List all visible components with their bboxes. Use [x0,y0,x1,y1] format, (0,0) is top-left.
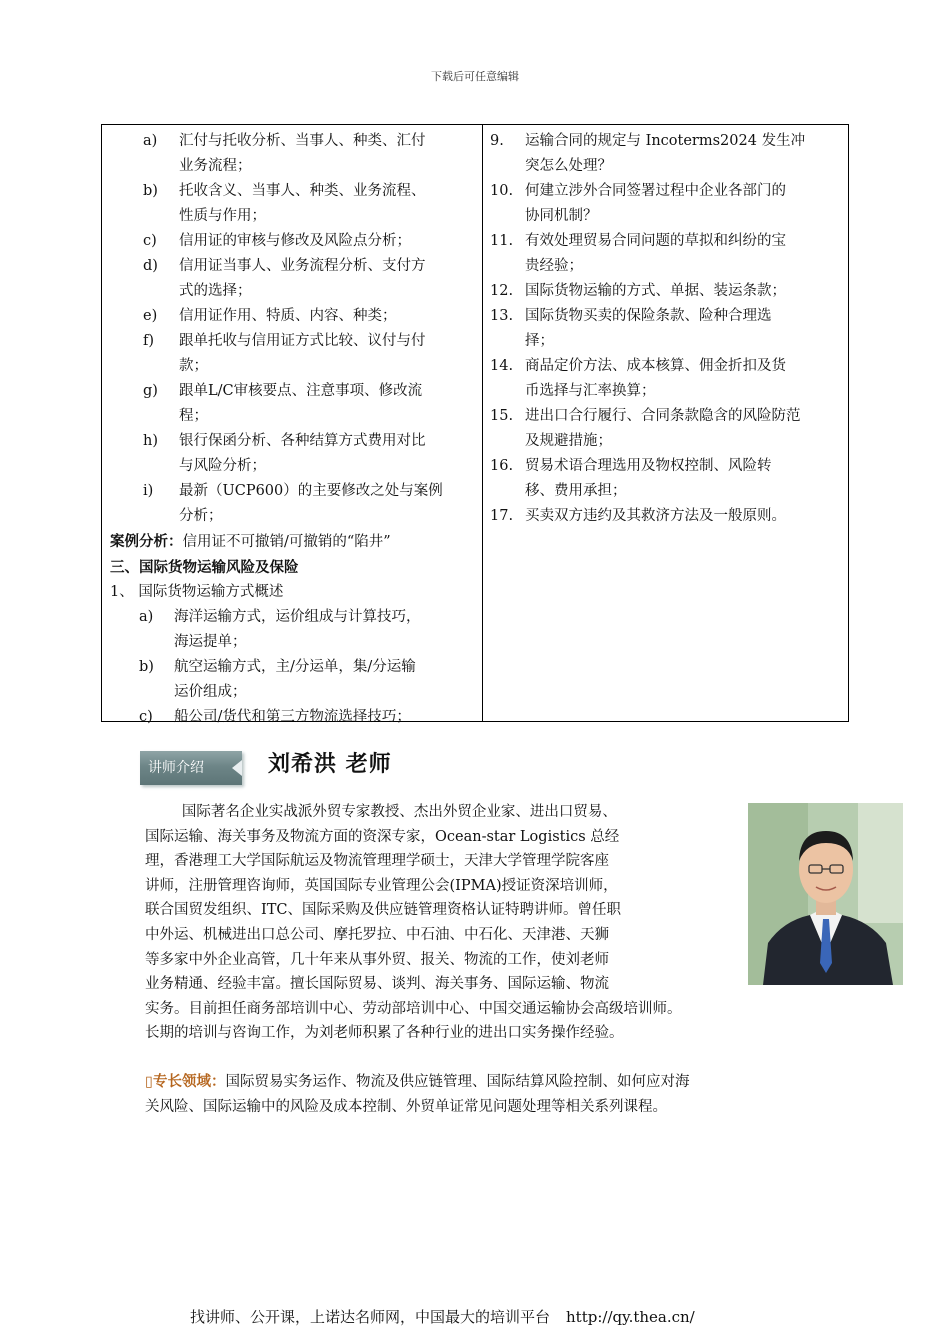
item-text-line: 跟单L/C审核要点、注意事项、修改流 [179,383,423,399]
contract-topic-item [490,179,844,229]
contract-topic-item [490,304,844,354]
item-marker: 17. [490,508,514,524]
instructor-intro-badge [140,751,242,785]
item-text-line: 协同机制？ [525,208,598,224]
item-text-line: 进出口合行履行、合同条款隐含的风险防范 [525,408,801,424]
item-marker: a) [139,609,154,625]
item-text-line: 信用证作用、特质、内容、种类； [179,308,397,324]
item-text-line: 运输合同的规定与 Incoterms2024 发生冲 [525,133,806,149]
item-text-line: 分析； [179,508,223,524]
payment-topic-item [110,179,478,229]
item-marker: 12. [490,283,514,299]
item-marker: 15. [490,408,514,424]
item-marker: d) [143,258,158,274]
item-marker: 13. [490,308,514,324]
item-marker: 16. [490,458,514,474]
item-text-line: 及规避措施； [525,433,612,449]
item-text-line: 式的选择； [179,283,252,299]
item-marker: i) [143,483,154,499]
header-note: 下载后可任意编辑 [431,70,519,83]
section-heading: 三、国际货物运输风险及保险 [110,559,299,576]
item-text-line: 托收含义、当事人、种类、业务流程、 [179,183,426,199]
item-text-line: 汇付与托收分析、当事人、种类、汇付 [179,133,426,149]
item-text-line: 与风险分析； [179,458,266,474]
outline-right-column [490,129,844,529]
bio-line: 等多家中外企业高管，几十年来从事外贸、报关、物流的工作，使刘老师 [145,951,609,968]
contract-topic-item [490,504,844,529]
teacher-photo [748,803,903,985]
item-text-line: 择； [525,333,554,349]
case-analysis-label: 案例分析： [110,533,183,550]
transport-topic-item [110,655,478,705]
contract-topic-item [490,129,844,179]
teacher-portrait-icon [748,803,903,985]
item-text-line: 海运提单； [174,634,247,650]
payment-topic-item [110,429,478,479]
contract-topic-item [490,279,844,304]
item-text-line: 航空运输方式，主/分运单，集/分运输 [174,659,416,675]
item-marker: g) [143,383,158,399]
payment-topic-item [110,129,478,179]
item-text-line: 信用证的审核与修改及风险点分析； [179,233,411,249]
item-text-line: 有效处理贸易合同问题的草拟和纠纷的宝 [525,233,786,249]
footer-text: 找讲师、公开课，上诺达名师网，中国最大的培训平台 [190,1308,551,1326]
item-text-line: 移、费用承担； [525,483,627,499]
bio-line: 联合国贸发组织、ITC、国际采购及供应链管理资格认证特聘讲师。曾任职 [145,902,621,919]
item-text-line: 款； [179,358,208,374]
transport-topic-item [110,605,478,655]
course-outline-table [101,124,849,725]
contract-topic-item [490,454,844,504]
item-marker: c) [143,233,157,249]
payment-topic-item [110,304,478,329]
case-analysis-text: 信用证不可撤销/可撤销的“陷井” [182,534,391,550]
item-marker: b) [143,183,158,199]
specialty-section [145,1070,689,1119]
item-text-line: 何建立涉外合同签署过程中企业各部门的 [525,183,786,199]
bio-line: 实务。目前担任商务部培训中心、劳动部培训中心、中国交通运输协会高级培训师。 [145,1000,682,1017]
instructor-intro-label: 讲师介绍 [148,760,204,776]
specialty-text-line2: 关风险、国际运输中的风险及成本控制、外贸单证常见问题处理等相关系列课程。 [145,1098,667,1115]
payment-topic-item [110,479,478,529]
column-divider [482,125,483,721]
item-text-line: 贵经验； [525,258,583,274]
item-text-line: 性质与作用； [179,208,266,224]
item-marker: 11. [490,233,514,249]
item-marker: c) [139,709,153,725]
item-text-line: 最新（UCP600）的主要修改之处与案例 [179,483,443,499]
item-text-line: 业务流程； [179,158,252,174]
contract-topic-item [490,229,844,279]
contract-topic-item [490,404,844,454]
item-text-line: 海洋运输方式，运价组成与计算技巧， [174,609,421,625]
item-marker: 14. [490,358,514,374]
specialty-label: ▯专长领域： [145,1073,226,1090]
case-analysis-line [110,529,478,555]
item-marker: h) [143,433,158,449]
bio-line: 理，香港理工大学国际航运及物流管理理学硕士，天津大学管理学院客座 [145,853,609,870]
bio-line: 中外运、机械进出口总公司、摩托罗拉、中石油、中石化、天津港、天狮 [145,926,609,943]
item-text-line: 突怎么处理？ [525,158,612,174]
outline-left-column [110,129,478,730]
item-text-line: 买卖双方违约及其救济方法及一般原则。 [525,508,786,524]
bio-line: 国际著名企业实战派外贸专家教授、杰出外贸企业家、进出口贸易、 [145,804,617,820]
payment-topic-item [110,229,478,254]
item-text-line: 国际货物运输的方式、单据、装运条款； [525,283,786,299]
bio-line: 国际运输、海关事务及物流方面的资深专家，Ocean-star Logistics 总经 [145,828,620,845]
item-text-line: 币选择与汇率换算； [525,383,656,399]
item-marker: b) [139,659,154,675]
item-text-line: 贸易术语合理选用及物权控制、风险转 [525,458,772,474]
payment-topic-item [110,329,478,379]
badge-arrow-icon [232,760,242,776]
item-text-line: 商品定价方法、成本核算、佣金折扣及货 [525,358,786,374]
bio-line: 业务精通、经验丰富。擅长国际贸易、谈判、海关事务、国际运输、物流 [145,976,609,993]
payment-topic-item [110,254,478,304]
item-text-line: 运价组成； [174,684,247,700]
payment-topic-item [110,379,478,429]
item-text-line: 银行保函分析、各种结算方式费用对比 [179,433,426,449]
teacher-bio [145,800,682,1046]
item-text-line: 跟单托收与信用证方式比较、议付与付 [179,333,426,349]
contract-topic-item [490,354,844,404]
subsection-heading: 1、 国际货物运输方式概述 [110,584,284,600]
specialty-text-line1: 国际贸易实务运作、物流及供应链管理、国际结算风险控制、如何应对海 [225,1074,690,1090]
transport-topic-item [110,705,478,730]
footer-url[interactable]: http://qy.thea.cn/ [566,1308,695,1326]
item-marker: f) [143,333,155,349]
item-marker: a) [143,133,158,149]
item-marker: 10. [490,183,514,199]
bio-line: 长期的培训与咨询工作，为刘老师积累了各种行业的进出口实务操作经验。 [145,1025,624,1042]
item-text-line: 程； [179,408,208,424]
item-text-line: 国际货物买卖的保险条款、险种合理选 [525,308,772,324]
item-marker: e) [143,308,158,324]
bio-line: 讲师，注册管理咨询师，英国国际专业管理公会(IPMA)授证资深培训师， [145,877,618,894]
footer [190,1306,695,1327]
item-text-line: 信用证当事人、业务流程分析、支付方 [179,258,426,274]
teacher-name: 刘希洪 老师 [268,752,392,777]
item-text-line: 船公司/货代和第三方物流选择技巧； [174,709,411,725]
item-marker: 9. [490,133,504,149]
